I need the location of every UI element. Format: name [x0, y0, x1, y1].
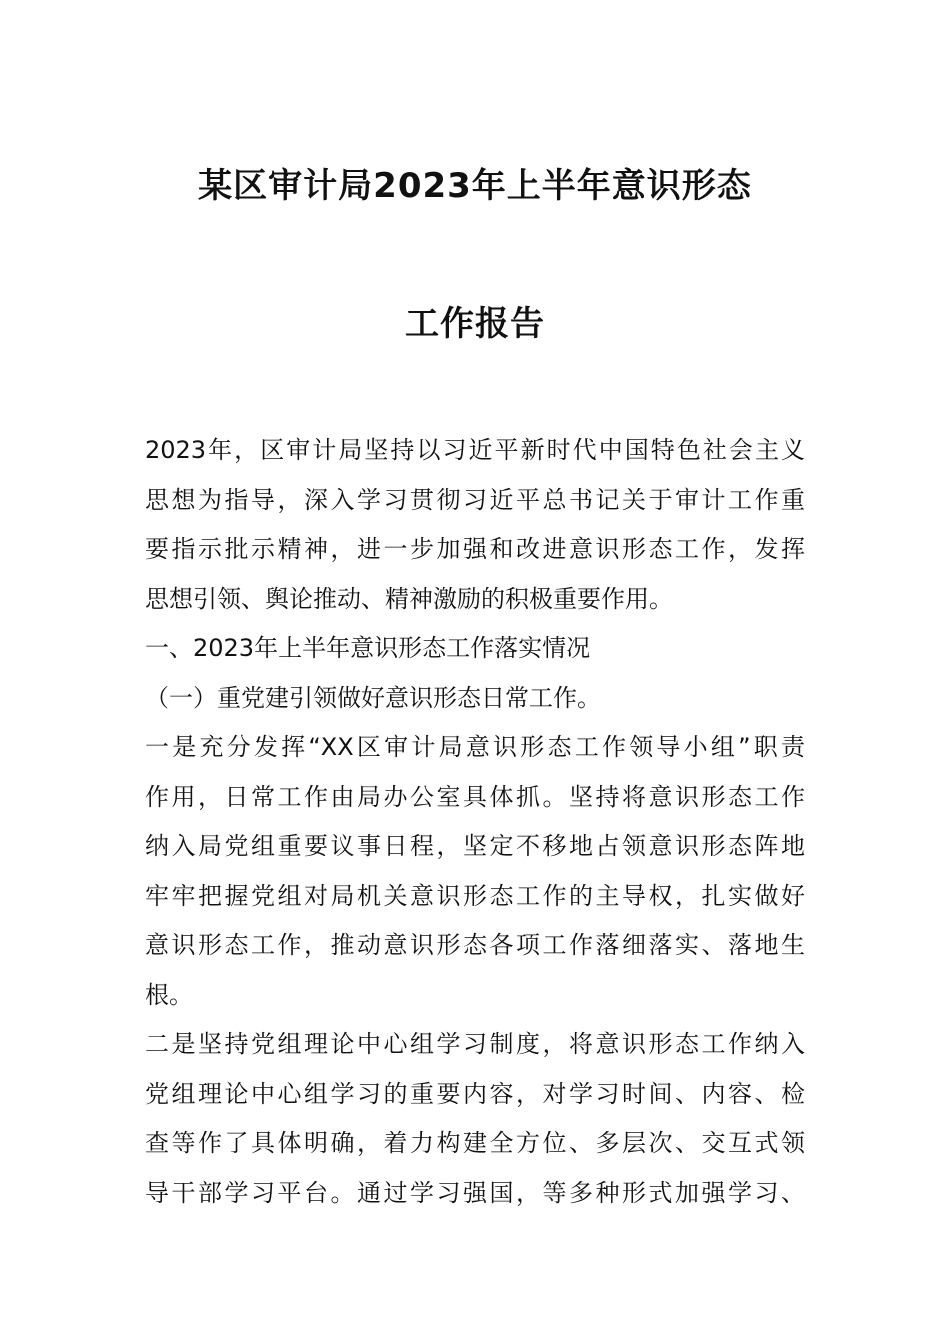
body-line: 牢牢把握党组对局机关意识形态工作的主导权，扎实做好 — [145, 881, 805, 910]
body-line: 作用，日常工作由局办公室具体抓。坚持将意识形态工作 — [145, 782, 805, 811]
document-title-line-1: 某区审计局2023年上半年意识形态 — [198, 166, 752, 206]
body-line: 导干部学习平台。通过学习强国，等多种形式加强学习、 — [145, 1178, 805, 1207]
body-line: 党组理论中心组学习的重要内容，对学习时间、内容、检 — [145, 1079, 805, 1108]
body-line: 思想引领、舆论推动、精神激励的积极重要作用。 — [145, 584, 673, 613]
body-line: 根。 — [145, 980, 193, 1009]
body-line: 2023年，区审计局坚持以习近平新时代中国特色社会主义 — [145, 436, 805, 464]
section-heading: 一、2023年上半年意识形态工作落实情况 — [145, 634, 591, 662]
subsection-heading: （一）重党建引领做好意识形态日常工作。 — [145, 683, 601, 712]
body-line: 查等作了具体明确，着力构建全方位、多层次、交互式领 — [145, 1129, 805, 1157]
body-line: 一是充分发挥“XX区审计局意识形态工作领导小组”职责 — [145, 733, 805, 761]
body-line: 纳入局党组重要议事日程，坚定不移地占领意识形态阵地 — [145, 832, 805, 860]
body-line: 思想为指导，深入学习贯彻习近平总书记关于审计工作重 — [145, 485, 805, 514]
body-line: 意识形态工作，推动意识形态各项工作落细落实、落地生 — [145, 931, 805, 959]
document-body — [145, 426, 805, 1218]
body-line: 二是坚持党组理论中心组学习制度，将意识形态工作纳入 — [145, 1030, 805, 1058]
body-line: 要指示批示精神，进一步加强和改进意识形态工作，发挥 — [145, 535, 805, 563]
document-title-line-2: 工作报告 — [405, 304, 545, 344]
